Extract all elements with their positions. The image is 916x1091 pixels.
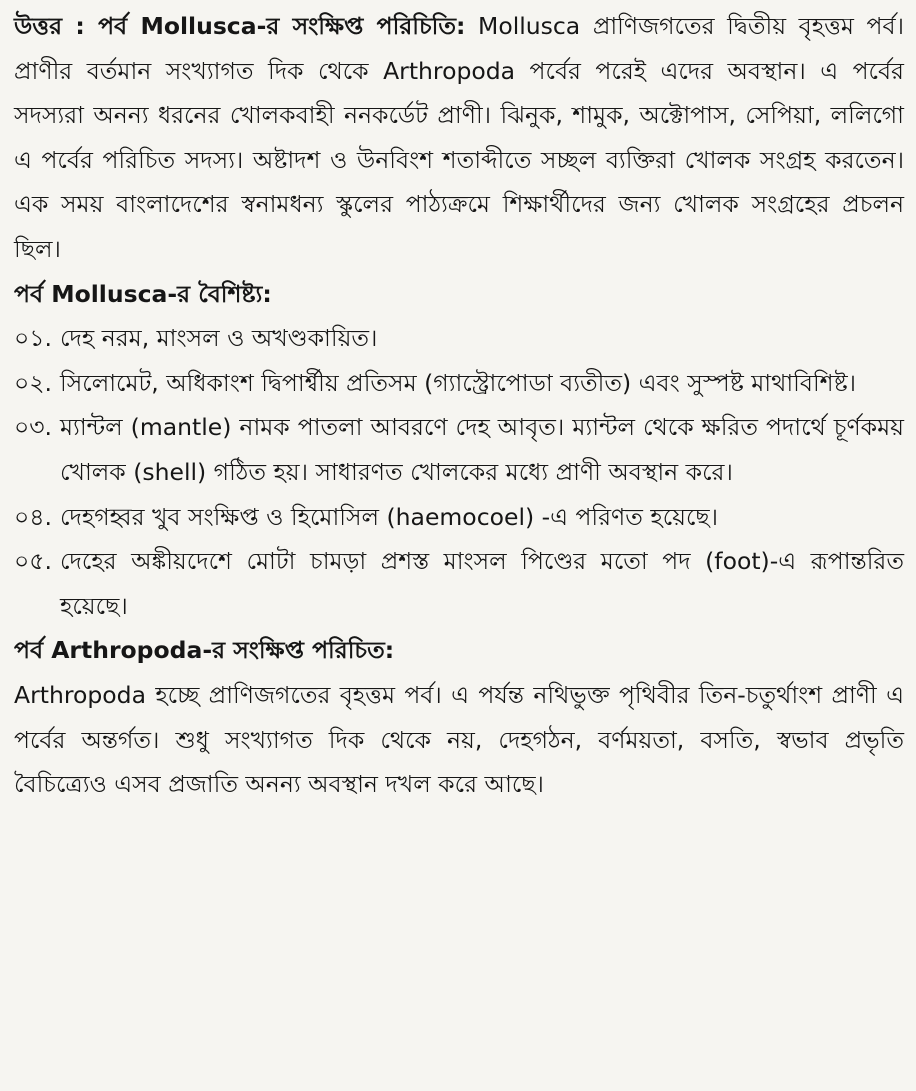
item-number: ০৫. [14,547,52,576]
list-item [14,316,904,361]
features-heading: পর্ব Mollusca-র বৈশিষ্ট্য: [14,279,272,308]
item-text: দেহ নরম, মাংসল ও অখণ্ডকায়িত। [60,324,378,353]
item-text: ম্যান্টল (mantle) নামক পাতলা আবরণে দেহ আবৃত। ম্যান্টল থেকে ক্ষরিত পদার্থে চূর্ণকময় খোলক (shell) গঠিত হয়। সাধারণত খোলকের মধ্যে প্রাণী অবস্থান করে। [60,413,904,486]
item-number: ০২. [14,368,53,397]
intro-body: Mollusca প্রাণিজগতের দ্বিতীয় বৃহত্তম পর্ব। প্রাণীর বর্তমান সংখ্যাগত দিক থেকে Arthropoda পর্বের পরেই এদের অবস্থান। এ পর্বের সদস্যরা অনন্য ধরনের খোলকবাহী ননকর্ডেট প্রাণী। ঝিনুক, শামুক, অক্টোপাস, সেপিয়া, ললিগো এ পর্বের পরিচিত সদস্য। অষ্টাদশ ও উনবিংশ শতাব্দীতে সচ্ছল ব্যক্তিরা খোলক সংগ্রহ করতেন। এক সময় বাংলাদেশের স্বনামধন্য স্কুলের পাঠ্যক্রমে শিক্ষার্থীদের জন্য খোলক সংগ্রহের প্রচলন ছিল। [14,12,904,263]
item-text: দেহগহ্বর খুব সংক্ষিপ্ত ও হিমোসিল (haemocoel) -এ পরিণত হয়েছে। [60,502,719,531]
list-item [14,361,904,406]
list-item [14,495,904,540]
arthropoda-paragraph: Arthropoda হচ্ছে প্রাণিজগতের বৃহত্তম পর্ব। এ পর্যন্ত নথিভুক্ত পৃথিবীর তিন-চতুর্থাংশ প্রাণী এ পর্বের অন্তর্গত। শুধু সংখ্যাগত দিক থেকে নয়, দেহগঠন, বর্ণময়তা, বসতি, স্বভাব প্রভৃতি বৈচিত্র্যেও এসব প্রজাতি অনন্য অবস্থান দখল করে আছে। [14,680,904,799]
features-list [14,316,904,628]
arthropoda-heading: পর্ব Arthropoda-র সংক্ষিপ্ত পরিচিত: [14,636,395,665]
item-number: ০৩. [14,413,53,442]
list-item [14,539,904,628]
answer-heading: উত্তর : পর্ব Mollusca-র সংক্ষিপ্ত পরিচিতি: [14,12,466,40]
item-number: ০১. [14,324,52,353]
list-item [14,405,904,494]
item-number: ০৪. [14,502,52,531]
item-text: দেহের অঙ্কীয়দেশে মোটা চামড়া প্রশস্ত মাংসল পিণ্ডের মতো পদ (foot)-এ রূপান্তরিত হয়েছে। [60,547,904,620]
item-text: সিলোমেট, অধিকাংশ দ্বিপার্শ্বীয় প্রতিসম (গ্যাস্ট্রোপোডা ব্যতীত) এবং সুস্পষ্ট মাথাবিশিষ্ট। [60,368,857,397]
intro-paragraph [14,4,904,272]
